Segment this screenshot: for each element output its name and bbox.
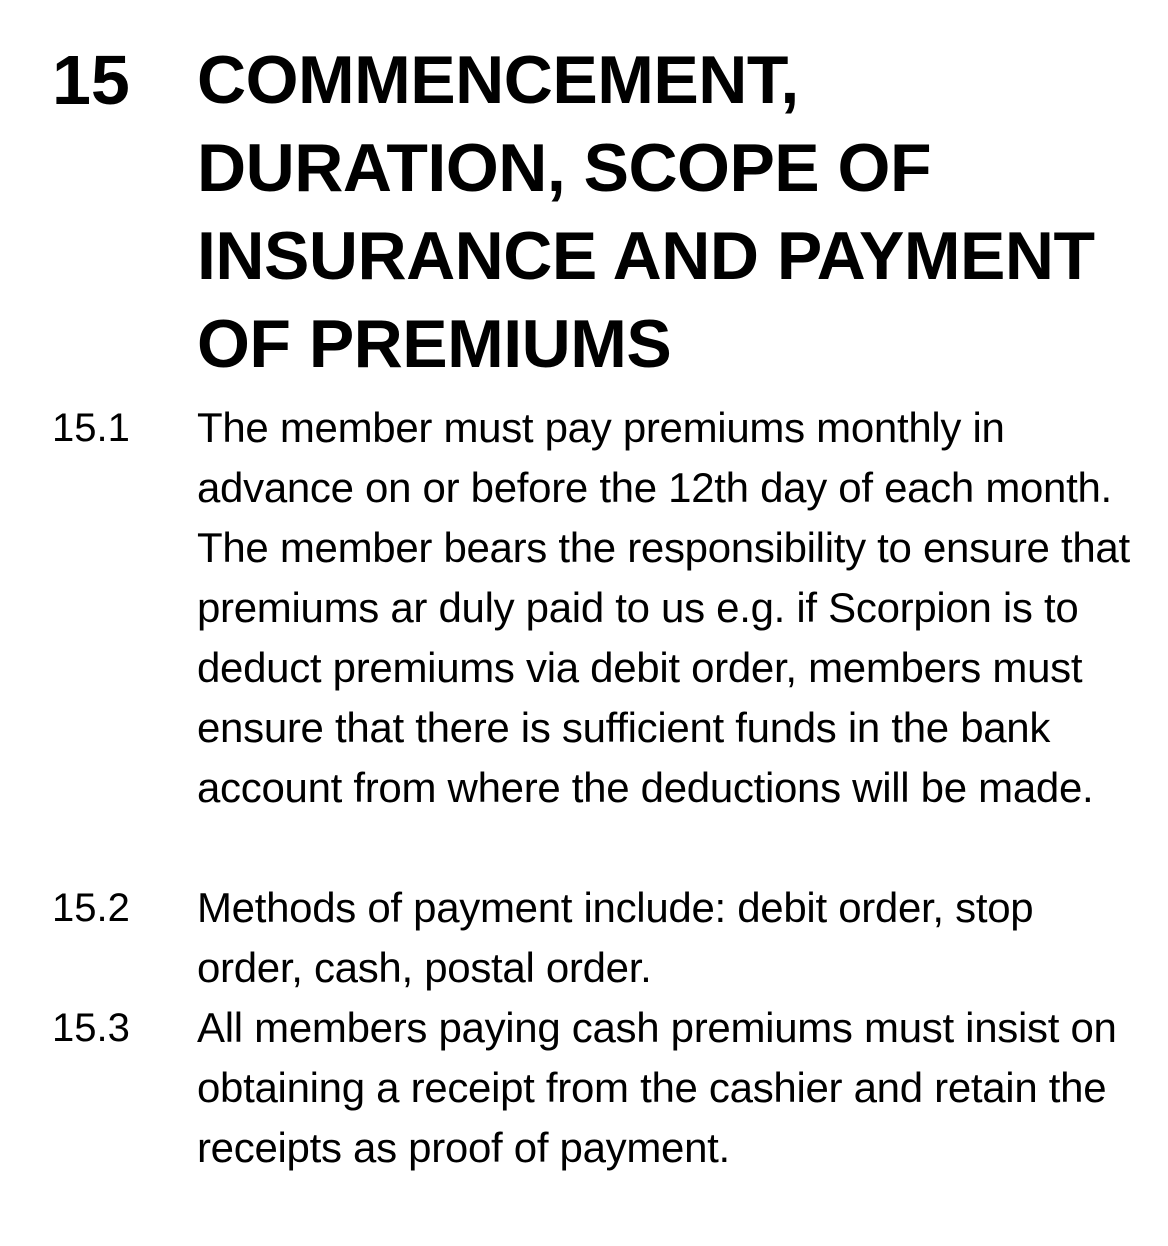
clause-text: All members paying cash premiums must insist on obtaining a receipt from the cashier and retain the receipts as proof of payment. xyxy=(197,1004,1117,1171)
clause-number: 15.1 xyxy=(52,406,130,450)
section-number: 15 xyxy=(52,41,130,119)
clause-number: 15.3 xyxy=(52,1006,130,1050)
clause-text: Methods of payment include: debit order, stop order, cash, postal order. xyxy=(197,884,1034,991)
clause-number: 15.2 xyxy=(52,886,130,930)
section-title: COMMENCEMENT, DURATION, SCOPE OF INSURANCE AND PAYMENT OF PREMIUMS xyxy=(197,42,1095,382)
clause-text: The member must pay premiums monthly in advance on or before the 12th day of each month. The member bears the responsibility to ensure that premiums ar duly paid to us e.g. if Scorpion is to deduct premiums via debit order, members must ensure that there is sufficient funds in the bank account from where the deductions will be made. xyxy=(197,404,1130,811)
